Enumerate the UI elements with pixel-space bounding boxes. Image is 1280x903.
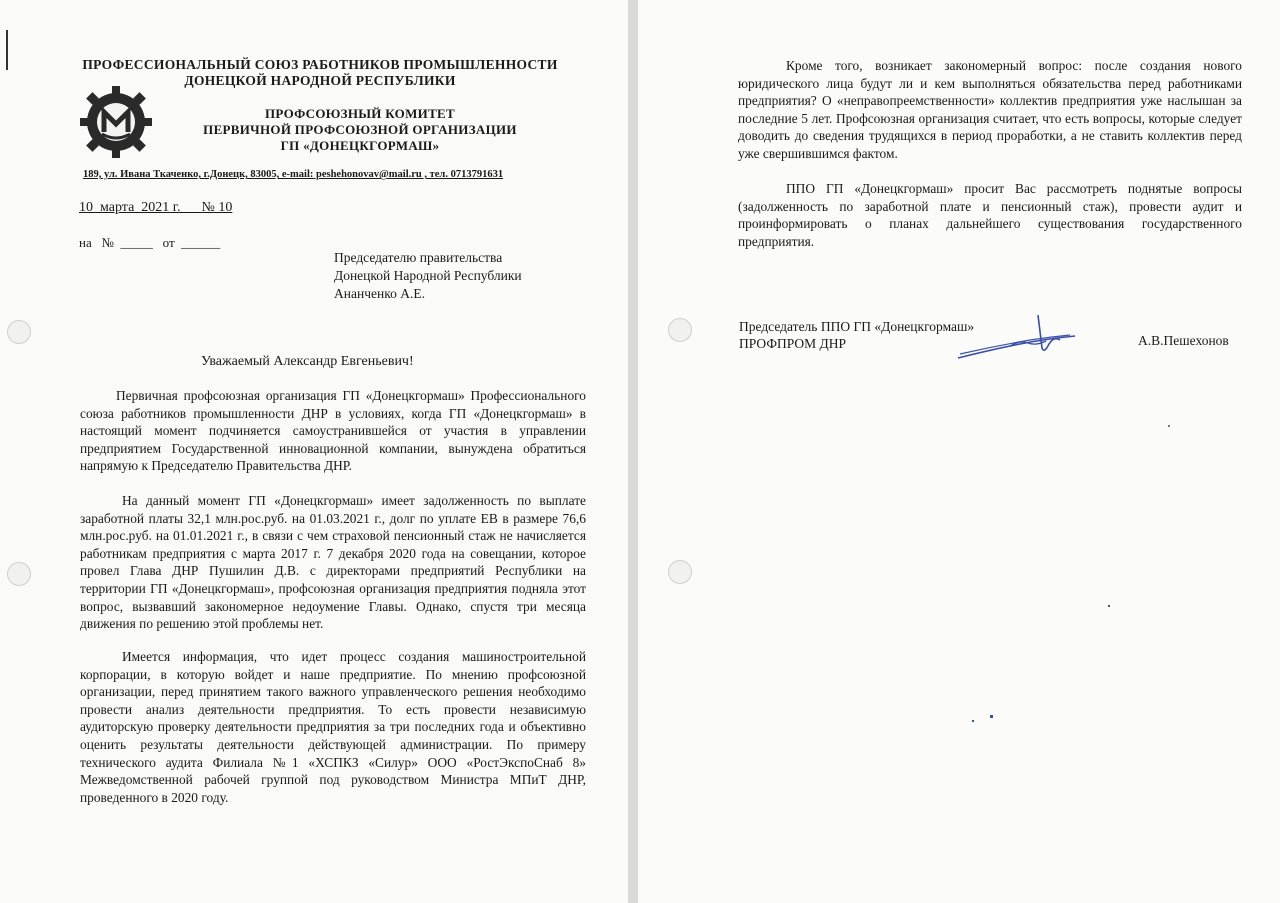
paragraph-1: Первичная профсоюзная организация ГП «Донецкгормаш» Профессионального союза работников промышленности ДНР в условиях, когда ГП «Донецкгормаш» в настоящий момент подчиняется самоустранившейся от участия в управлении предприятием Государственной инновационной компании, вынуждена обратиться напрямую к Председателю Правительства ДНР. [80,388,586,474]
address-line: 189, ул. Ивана Ткаченко, г.Донецк, 83005, e-mail: peshehonovav@mail.ru , тел. 0713791631 [83,169,504,180]
punch-hole-2 [7,562,31,586]
signatory-name: А.В.Пешехонов [1138,333,1229,348]
signatory-title-line-2: ПРОФПРОМ ДНР [739,336,847,351]
paragraph-5: ППО ГП «Донецкгормаш» просит Вас рассмотреть поднятые вопросы (задолженность по заработной плате и пенсионный стаж), провести аудит и проинформировать о планах дальнейшего существования государственного предприятия. [738,181,1242,249]
letter-page-2 [638,0,1280,903]
punch-hole-3 [668,318,692,342]
punch-hole-4 [668,560,692,584]
signature-mark [950,310,1080,365]
paragraph-3: Имеется информация, что идет процесс создания машиностроительной корпорации, в которую войдет и наше предприятие. По мнению профсоюзной организации, перед принятием такого важного управленческого решения необходимо провести анализ деятельности предприятия. То есть провести независимую аудиторскую проверку деятельности предприятия за три последних года и объективно оценить результаты деятельности действующей администрации. По примеру технического аудита Филиала №1 «ХСПКЗ «Силур» ООО «РостЭкспоСнаб 8» Межведомственной рабочей группой под руководством Министра МПиТ ДНР, проведенного в 2020 году. [80,649,586,805]
addressee-line-2: Донецкой Народной Республики [334,268,522,283]
letter-page-1 [0,0,628,903]
date-number: 10 марта 2021 г. № 10 [79,200,233,215]
addressee-line-3: Ананченко А.Е. [334,286,425,301]
paragraph-4: Кроме того, возникает закономерный вопрос: после создания нового юридического лица будут ли и кем выполняться обязательства перед работниками предприятия? О «неправопреемственности» коллектив предприятия уже наслышан за последние 5 лет. Профсоюзная организация считает, что есть вопросы, которые следует доводить до сведения трудящихся в период проработки, а не ставить коллектив перед уже свершившимся фактом. [738,58,1242,161]
page-gap [628,0,638,903]
committee-name [170,106,550,154]
addressee-block [334,249,522,303]
signatory-title [739,318,974,352]
committee-line-2: ПЕРВИЧНОЙ ПРОФСОЮЗНОЙ ОРГАНИЗАЦИИ [203,122,517,137]
reference-line: на № _____ от ______ [79,235,221,250]
salutation: Уважаемый Александр Евгеньевич! [201,354,414,369]
punch-hole-1 [7,320,31,344]
union-logo [78,84,154,160]
addressee-line-1: Председателю правительства [334,250,503,265]
union-name-line-1: ПРОФЕССИОНАЛЬНЫЙ СОЮЗ РАБОТНИКОВ ПРОМЫШЛЕННОСТИ [82,57,558,72]
signatory-title-line-1: Председатель ППО ГП «Донецкгормаш» [739,319,975,334]
paragraph-2: На данный момент ГП «Донецкгормаш» имеет задолженность по выплате заработной платы 32,1 млн.рос.руб. на 01.03.2021 г., долг по уплате ЕВ в размере 76,6 млн.рос.руб. на 01.01.2021 г., в связи с чем страховой пенсионный стаж не начисляется работникам предприятия с марта 2017 г. 7 декабря 2020 года на совещании, которое провел Глава ДНР Пушилин Д.В. с директорами предприятий Республики на территории ГП «Донецкгормаш», профсоюзная организация предприятия подняла этот вопрос, вызвавший закономерное недоумение Главы. Однако, спустя три месяца движения по решению этой проблемы нет. [80,493,586,632]
committee-line-1: ПРОФСОЮЗНЫЙ КОМИТЕТ [265,106,455,121]
union-name-line-2: ДОНЕЦКОЙ НАРОДНОЙ РЕСПУБЛИКИ [184,73,456,88]
committee-line-3: ГП «ДОНЕЦКГОРМАШ» [280,138,440,153]
